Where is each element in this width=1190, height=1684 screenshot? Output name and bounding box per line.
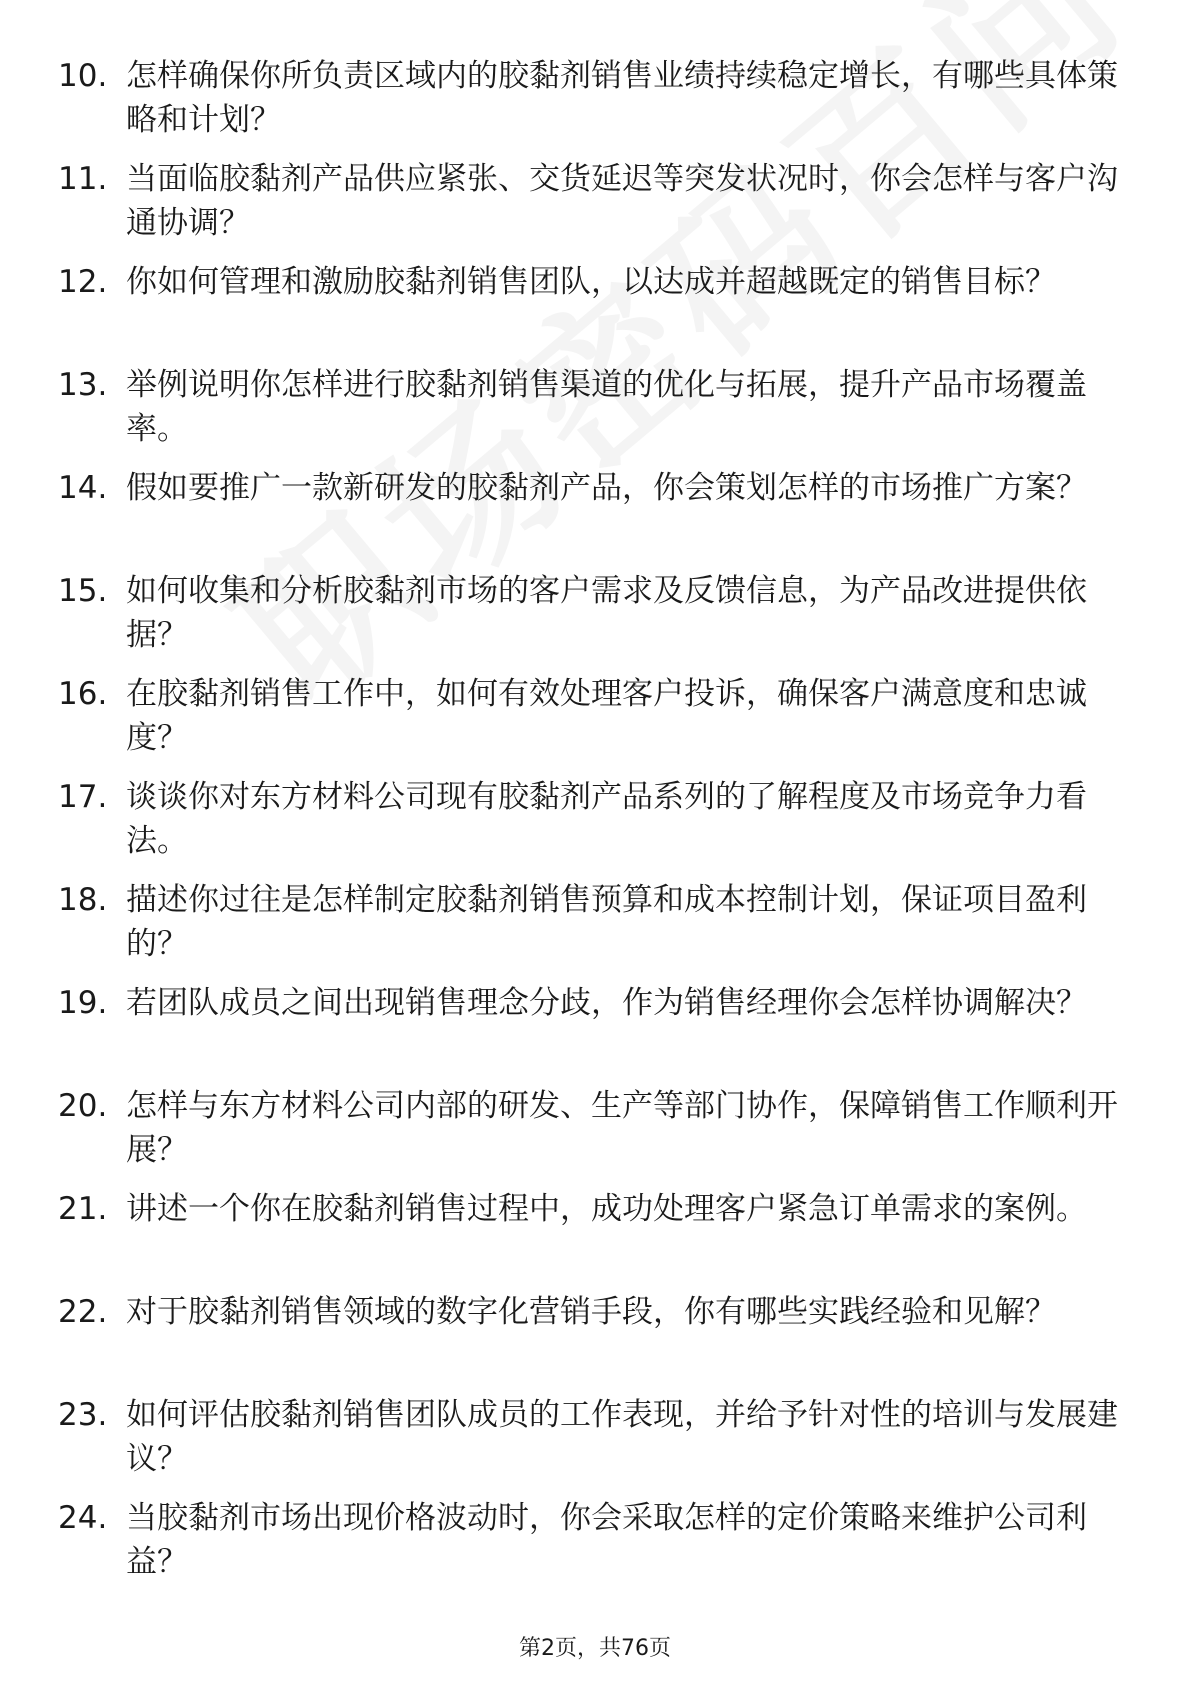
question-item <box>0 672 1190 775</box>
question-text: 讲述一个你在胶黏剂销售过程中，成功处理客户紧急订单需求的案例。 <box>126 1191 1087 1227</box>
question-text: 怎样确保你所负责区域内的胶黏剂销售业绩持续稳定增长，有哪些具体策略和计划？ <box>126 58 1118 138</box>
question-text: 如何评估胶黏剂销售团队成员的工作表现，并给予针对性的培训与发展建议？ <box>126 1397 1118 1477</box>
question-item <box>0 363 1190 466</box>
question-number: 11. <box>58 161 108 197</box>
question-item <box>0 1496 1190 1599</box>
question-item <box>0 466 1190 569</box>
question-item <box>0 1290 1190 1393</box>
question-item <box>0 1393 1190 1496</box>
question-number: 20. <box>58 1088 108 1124</box>
question-number: 12. <box>58 264 108 300</box>
question-number: 13. <box>58 367 108 403</box>
question-list <box>0 54 1190 1599</box>
question-number: 10. <box>58 58 108 94</box>
question-number: 24. <box>58 1500 108 1536</box>
question-item <box>0 1084 1190 1187</box>
question-text: 假如要推广一款新研发的胶黏剂产品，你会策划怎样的市场推广方案？ <box>126 470 1087 506</box>
question-text: 在胶黏剂销售工作中，如何有效处理客户投诉，确保客户满意度和忠诚度？ <box>126 676 1087 756</box>
question-text: 谈谈你对东方材料公司现有胶黏剂产品系列的了解程度及市场竞争力看法。 <box>126 779 1087 859</box>
question-number: 14. <box>58 470 108 506</box>
question-number: 18. <box>58 882 108 918</box>
question-text: 怎样与东方材料公司内部的研发、生产等部门协作，保障销售工作顺利开展？ <box>126 1088 1118 1168</box>
question-text: 你如何管理和激励胶黏剂销售团队，以达成并超越既定的销售目标？ <box>126 264 1056 300</box>
question-item <box>0 157 1190 260</box>
question-number: 17. <box>58 779 108 815</box>
question-number: 15. <box>58 573 108 609</box>
question-text: 当面临胶黏剂产品供应紧张、交货延迟等突发状况时，你会怎样与客户沟通协调？ <box>126 161 1118 241</box>
question-item <box>0 981 1190 1084</box>
question-text: 若团队成员之间出现销售理念分歧，作为销售经理你会怎样协调解决？ <box>126 985 1087 1021</box>
question-number: 16. <box>58 676 108 712</box>
question-number: 19. <box>58 985 108 1021</box>
page-number-label: 第2页，共76页 <box>519 1636 671 1661</box>
page-footer <box>0 1634 1190 1664</box>
question-text: 对于胶黏剂销售领域的数字化营销手段，你有哪些实践经验和见解？ <box>126 1294 1056 1330</box>
question-item <box>0 878 1190 981</box>
question-number: 21. <box>58 1191 108 1227</box>
question-text: 当胶黏剂市场出现价格波动时，你会采取怎样的定价策略来维护公司利益？ <box>126 1500 1087 1580</box>
question-item <box>0 260 1190 363</box>
question-item <box>0 775 1190 878</box>
question-text: 如何收集和分析胶黏剂市场的客户需求及反馈信息，为产品改进提供依据？ <box>126 573 1087 653</box>
question-item <box>0 1187 1190 1290</box>
question-item <box>0 54 1190 157</box>
question-number: 23. <box>58 1397 108 1433</box>
question-text: 描述你过往是怎样制定胶黏剂销售预算和成本控制计划，保证项目盈利的？ <box>126 882 1087 962</box>
question-number: 22. <box>58 1294 108 1330</box>
question-text: 举例说明你怎样进行胶黏剂销售渠道的优化与拓展，提升产品市场覆盖率。 <box>126 367 1087 447</box>
question-item <box>0 569 1190 672</box>
